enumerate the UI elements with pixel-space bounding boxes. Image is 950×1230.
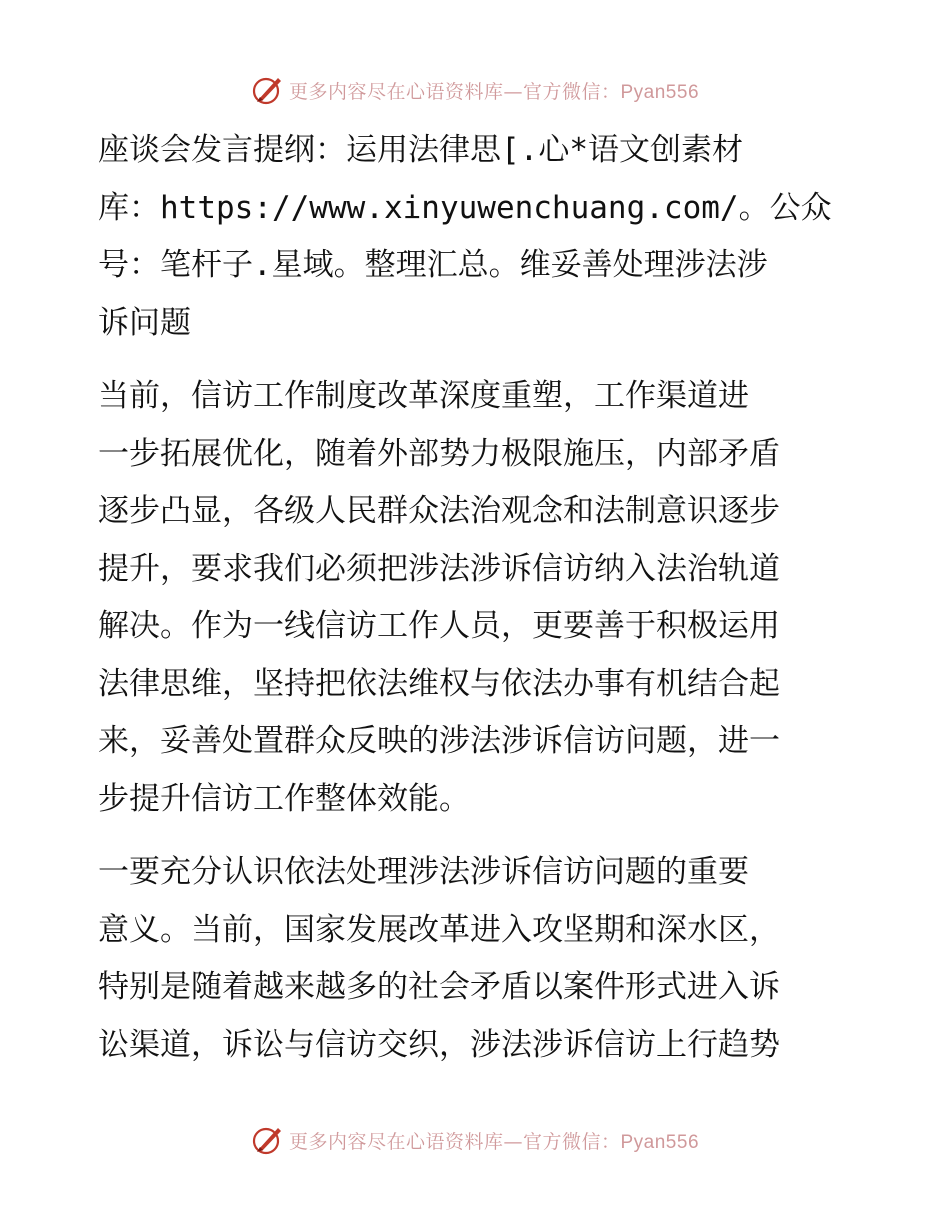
paragraph xyxy=(98,368,858,828)
text-line: 号：笔杆子.星域。整理汇总。维妥善处理涉法涉 xyxy=(98,247,768,283)
text-line: 诉问题 xyxy=(98,304,191,341)
banner-wechat: 官方微信：Pyan556 xyxy=(523,81,700,103)
footer-banner xyxy=(0,1122,950,1158)
text-line: 法律思维，坚持把依法维权与依法办事有机结合起 xyxy=(98,665,780,702)
banner-dash: — xyxy=(503,80,523,103)
text-line: 当前，信访工作制度改革深度重塑，工作渠道进 xyxy=(98,378,749,414)
header-banner xyxy=(0,72,950,108)
text-line: 一步拓展优化，随着外部势力极限施压，内部矛盾 xyxy=(98,435,780,472)
quill-logo-icon xyxy=(251,1123,285,1157)
text-line: 来，妥善处置群众反映的涉法涉诉信访问题，进一 xyxy=(98,723,780,759)
text-line: 逐步凸显，各级人民群众法治观念和法制意识逐步 xyxy=(98,493,780,529)
text-line: 提升，要求我们必须把涉法涉诉信访纳入法治轨道 xyxy=(98,550,780,587)
quill-logo-icon xyxy=(251,73,285,107)
text-line: 库：https://www.xinyuwenchuang.com/。公众 xyxy=(98,189,832,226)
text-line: 讼渠道，诉讼与信访交织，涉法涉诉信访上行趋势 xyxy=(98,1026,780,1063)
paragraph xyxy=(98,844,858,1074)
banner-wechat: 官方微信：Pyan556 xyxy=(523,1131,700,1153)
text-line: 意义。当前，国家发展改革进入攻坚期和深水区， xyxy=(98,911,780,948)
text-line: 解决。作为一线信访工作人员，更要善于积极运用 xyxy=(98,608,780,644)
banner-title: 更多内容尽在心语资料库 xyxy=(288,80,504,103)
document-body xyxy=(98,122,858,1090)
text-line: 步提升信访工作整体效能。 xyxy=(98,780,470,817)
text-line: 一要充分认识依法处理涉法涉诉信访问题的重要 xyxy=(98,854,749,890)
text-line: 特别是随着越来越多的社会矛盾以案件形式进入诉 xyxy=(98,969,780,1005)
banner-title: 更多内容尽在心语资料库 xyxy=(288,1130,504,1153)
text-line: 座谈会发言提纲：运用法律思[.心*语文创素材 xyxy=(98,132,743,168)
banner-dash: — xyxy=(503,1130,523,1153)
paragraph xyxy=(98,122,858,352)
